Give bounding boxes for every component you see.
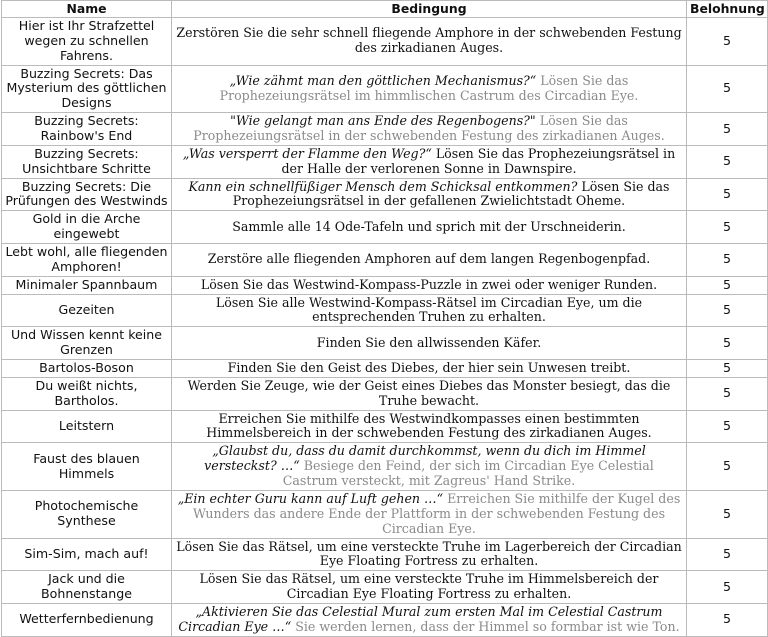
header-condition: Bedingung — [172, 1, 687, 18]
achievement-name: Jack und die Bohnenstange — [2, 571, 172, 604]
condition-quote: „Aktivieren Sie das Celestial Mural zum ersten Mal im Celestial Castrum Circadian Eye …“ — [178, 603, 663, 634]
achievement-condition — [172, 327, 687, 360]
condition-text: Lösen Sie alle Westwind-Kompass-Rätsel im Circadian Eye, um die entsprechenden Truhen zu erhalten. — [215, 294, 643, 325]
achievement-condition — [172, 145, 687, 178]
achievement-name: Buzzing Secrets: Die Prüfungen des Westwinds — [2, 178, 172, 211]
table-row — [2, 490, 768, 538]
condition-quote: "Wie gelangt man ans Ende des Regenbogens?" — [230, 113, 536, 129]
condition-quote: Kann ein schnellfüßiger Mensch dem Schicksal entkommen? — [188, 178, 578, 194]
achievement-condition — [172, 603, 687, 636]
achievement-reward: 5 — [687, 410, 768, 443]
table-row — [2, 327, 768, 360]
condition-text: Werden Sie Zeuge, wie der Geist eines Diebes das Monster besiegt, das die Truhe bewacht. — [187, 377, 671, 408]
condition-quote: „Ein echter Guru kann auf Luft gehen …“ — [177, 490, 444, 506]
achievement-condition — [172, 443, 687, 491]
condition-quote: „Wie zähmt man den göttlichen Mechanismus?“ — [229, 73, 537, 88]
condition-text: Erreichen Sie mithilfe des Westwindkompasses einen bestimmten Himmelsbereich in der schwebenden Festung des zirkadianen Auges. — [206, 410, 652, 441]
achievement-condition — [172, 490, 687, 538]
achievement-reward: 5 — [687, 244, 768, 277]
achievement-condition — [172, 360, 687, 378]
achievement-condition — [172, 244, 687, 277]
table-row — [2, 244, 768, 277]
condition-text: Lösen Sie das Prophezeiungsrätsel in der Halle der verlorenen Sonne in Dawnspire. — [281, 145, 676, 176]
achievement-name: Buzzing Secrets: Rainbow's End — [2, 113, 172, 146]
achievement-name: Hier ist Ihr Strafzettel wegen zu schnellen Fahrens. — [2, 18, 172, 66]
achievement-reward: 5 — [687, 145, 768, 178]
achievement-condition — [172, 294, 687, 327]
condition-quote: „Was versperrt der Flamme den Weg?“ — [182, 145, 432, 161]
table-row — [2, 443, 768, 491]
achievement-reward: 5 — [687, 18, 768, 66]
table-row — [2, 178, 768, 211]
header-row — [2, 1, 768, 18]
table-row — [2, 410, 768, 443]
achievement-name: Buzzing Secrets: Unsichtbare Schritte — [2, 145, 172, 178]
achievement-name: Sim-Sim, mach auf! — [2, 538, 172, 571]
achievement-name: Du weißt nichts, Bartholos. — [2, 377, 172, 410]
achievement-name: Lebt wohl, alle fliegenden Amphoren! — [2, 244, 172, 277]
achievement-reward: 5 — [687, 360, 768, 378]
achievement-condition — [172, 211, 687, 244]
achievement-reward: 5 — [687, 603, 768, 636]
achievement-reward: 5 — [687, 571, 768, 604]
achievement-reward: 5 — [687, 211, 768, 244]
achievement-reward: 5 — [687, 65, 768, 113]
achievement-name: Buzzing Secrets: Das Mysterium des göttlichen Designs — [2, 65, 172, 113]
achievement-name: Wetterfernbedienung — [2, 603, 172, 636]
achievement-condition — [172, 571, 687, 604]
achievement-condition — [172, 18, 687, 66]
condition-text: Zerstöre alle fliegenden Amphoren auf dem langen Regenbogenpfad. — [207, 251, 651, 267]
achievement-condition — [172, 276, 687, 294]
condition-text: Besiege den Feind, der sich im Circadian Eye Celestial Castrum versteckt, mit Zagreus' Hand Strike. — [282, 458, 654, 489]
achievement-condition — [172, 113, 687, 146]
achievement-reward: 5 — [687, 113, 768, 146]
achievement-name: Gold in die Arche eingewebt — [2, 211, 172, 244]
condition-text: Sammle alle 14 Ode-Tafeln und sprich mit der Urschneiderin. — [232, 218, 626, 234]
condition-text: Lösen Sie das Prophezeiungsrätsel in der gefallenen Zwielichtstadt Oheme. — [232, 178, 670, 209]
achievement-name: Und Wissen kennt keine Grenzen — [2, 327, 172, 360]
condition-text: Erreichen Sie mithilfe der Kugel des Wunders das andere Ende der Plattform in der schwebenden Festung des Circadian Eye. — [192, 490, 681, 536]
achievement-reward: 5 — [687, 327, 768, 360]
achievement-condition — [172, 65, 687, 113]
achievement-condition — [172, 538, 687, 571]
achievement-reward: 5 — [687, 490, 768, 538]
table-row — [2, 360, 768, 378]
table-row — [2, 211, 768, 244]
condition-text: Lösen Sie das Westwind-Kompass-Puzzle in zwei oder weniger Runden. — [200, 276, 658, 292]
table-row — [2, 571, 768, 604]
achievement-name: Gezeiten — [2, 294, 172, 327]
achievement-condition — [172, 178, 687, 211]
achievement-reward: 5 — [687, 178, 768, 211]
table-row — [2, 276, 768, 294]
table-row — [2, 538, 768, 571]
header-name: Name — [2, 1, 172, 18]
table-row — [2, 377, 768, 410]
table-row — [2, 294, 768, 327]
achievement-name: Leitstern — [2, 410, 172, 443]
table-row — [2, 603, 768, 636]
condition-text: Sie werden lernen, dass der Himmel so formbar ist wie Ton. — [295, 618, 680, 634]
condition-text: Lösen Sie das Prophezeiungsrätsel im himmlischen Castrum des Circadian Eye. — [219, 73, 639, 103]
achievement-reward: 5 — [687, 538, 768, 571]
achievement-name: Bartolos-Boson — [2, 360, 172, 378]
achievement-reward: 5 — [687, 377, 768, 410]
achievement-reward: 5 — [687, 443, 768, 491]
condition-quote: „Glaubst du, dass du damit durchkommst, wenn du dich im Himmel versteckst? …“ — [204, 443, 646, 474]
achievement-name: Photochemische Synthese — [2, 490, 172, 538]
achievement-name: Minimaler Spannbaum — [2, 276, 172, 294]
condition-text: Lösen Sie das Rätsel, um eine versteckte Truhe im Himmelsbereich der Circadian Eye Floating Fortress zu erhalten. — [199, 571, 659, 602]
condition-text: Finden Sie den allwissenden Käfer. — [316, 334, 542, 350]
table-row — [2, 113, 768, 146]
achievement-condition — [172, 377, 687, 410]
achievement-reward: 5 — [687, 276, 768, 294]
condition-text: Zerstören Sie die sehr schnell fliegende Amphore in der schwebenden Festung des zirkadianen Auges. — [176, 25, 682, 56]
achievement-reward: 5 — [687, 294, 768, 327]
header-reward: Belohnung — [687, 1, 768, 18]
condition-text: Lösen Sie das Rätsel, um eine versteckte Truhe im Lagerbereich der Circadian Eye Floating Fortress zu erhalten. — [176, 538, 682, 569]
condition-text: Lösen Sie das Prophezeiungsrätsel in der schwebenden Festung des zirkadianen Auges. — [193, 113, 665, 144]
achievements-table — [1, 0, 768, 637]
table-row — [2, 18, 768, 66]
table-row — [2, 65, 768, 113]
achievement-condition — [172, 410, 687, 443]
achievement-name: Faust des blauen Himmels — [2, 443, 172, 491]
condition-text: Finden Sie den Geist des Diebes, der hier sein Unwesen treibt. — [227, 360, 631, 376]
table-row — [2, 145, 768, 178]
